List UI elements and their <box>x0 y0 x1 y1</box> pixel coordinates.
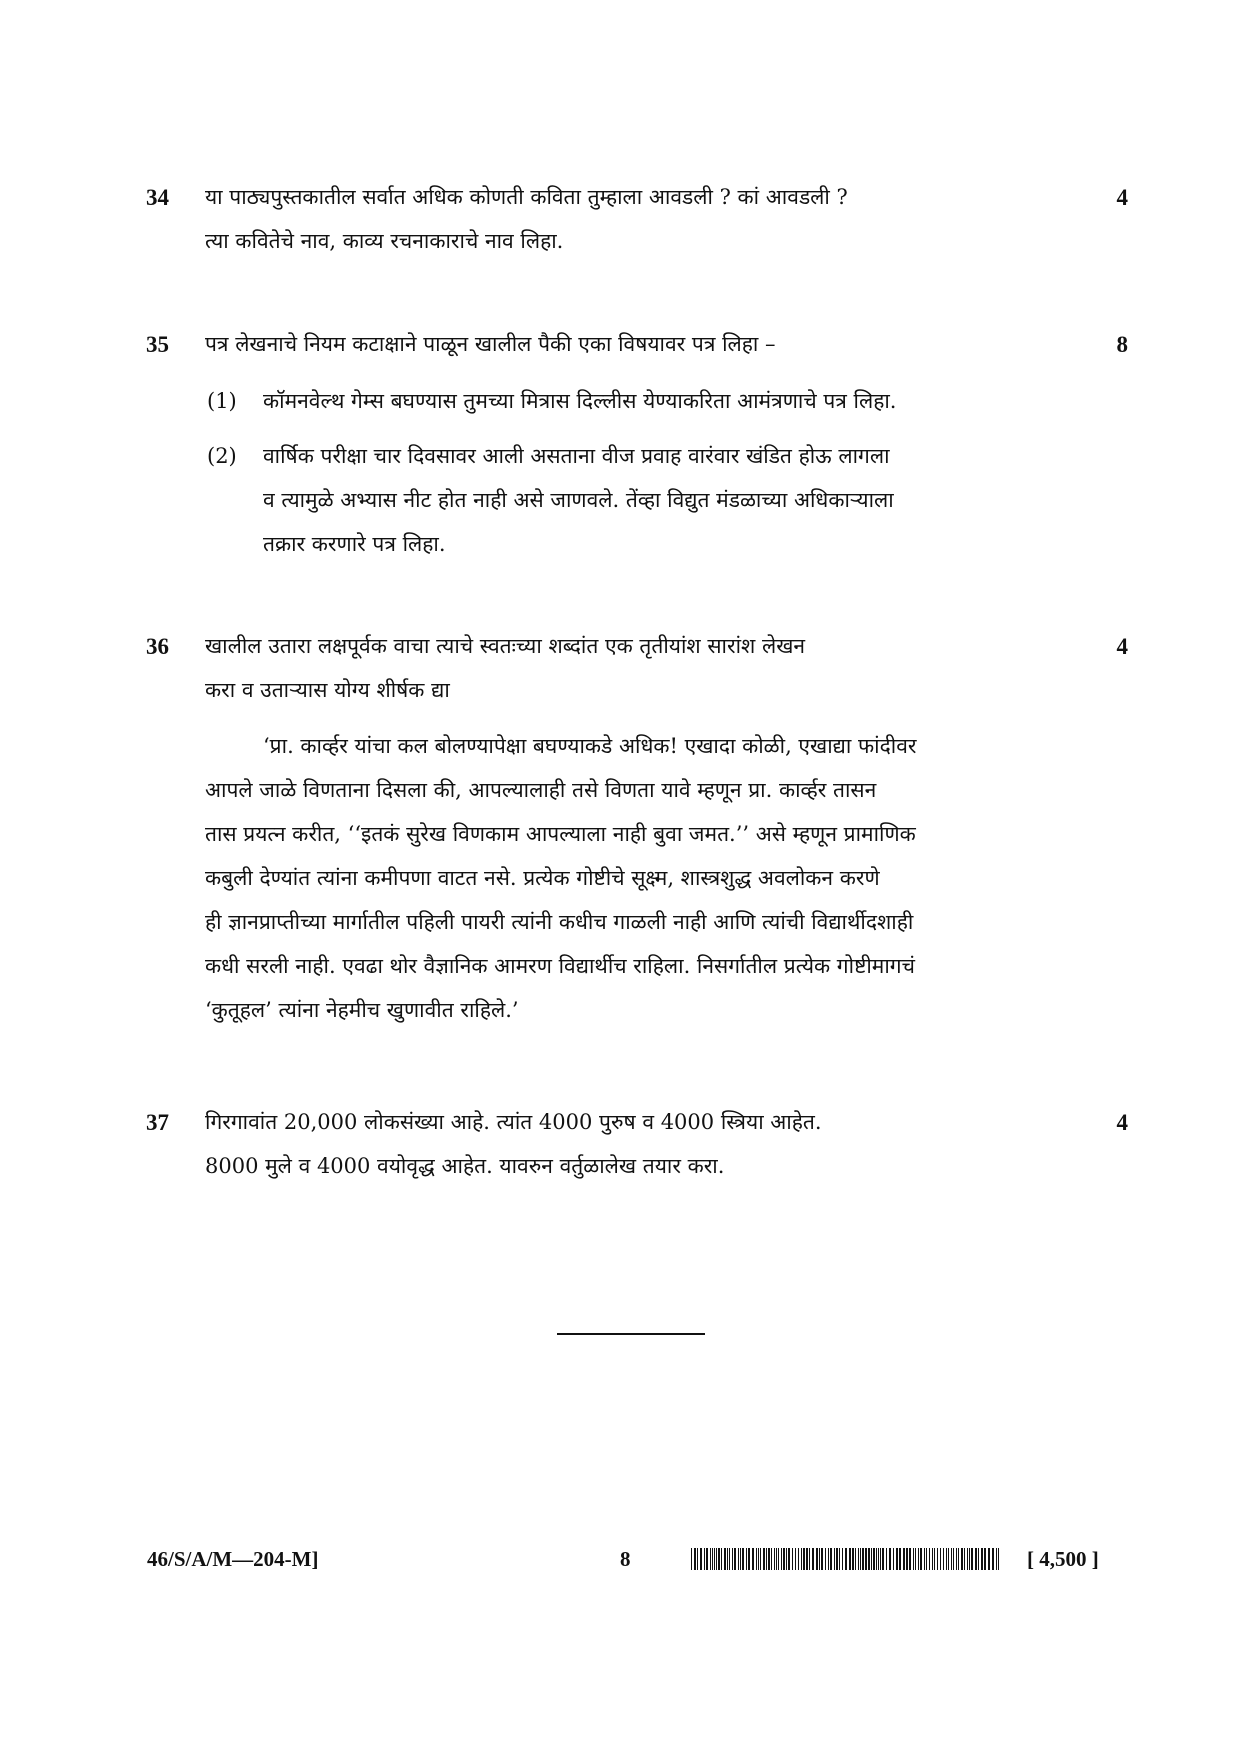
question-line: या पाठ्यपुस्तकातील सर्वात अधिक कोणती कविता तुम्हाला आवडली ? कां आवडली ? <box>205 185 848 209</box>
passage-line: तास प्रयत्न करीत, ‘‘इतकं सुरेख विणकाम आपल्याला नाही बुवा जमत.’’ असे म्हणून प्रामाणिक <box>205 822 916 846</box>
question-line: 8000 मुले व 4000 वयोवृद्ध आहेत. यावरुन वर्तुळालेख तयार करा. <box>205 1154 725 1178</box>
question-number: 37 <box>146 1110 169 1135</box>
passage <box>205 724 1062 1032</box>
question-text <box>205 624 1035 712</box>
passage-line: ही ज्ञानप्राप्तीच्या मार्गातील पहिली पायरी त्यांनी कधीच गाळली नाही आणि त्यांची विद्यार्थीदशाही <box>205 910 914 934</box>
question-number: 35 <box>146 332 169 357</box>
passage-line: कधी सरली नाही. एवढा थोर वैज्ञानिक आमरण विद्यार्थीच राहिला. निसर्गातील प्रत्येक गोष्टीमागचं <box>205 954 915 978</box>
passage-line: ‘प्रा. कार्व्हर यांचा कल बोलण्यापेक्षा बघण्याकडे अधिक! एखादा कोळी, एखाद्या फांदीवर <box>263 734 917 758</box>
option-text <box>263 379 1063 423</box>
question-marks: 4 <box>1116 185 1128 210</box>
paper-code: 46/S/A/M—204-M] <box>147 1547 319 1571</box>
question-line: करा व उताऱ्यास योग्य शीर्षक द्या <box>205 678 450 702</box>
option-line: कॉमनवेल्थ गेम्स बघण्यास तुमच्या मित्रास दिल्लीस येण्याकरिता आमंत्रणाचे पत्र लिहा. <box>263 389 897 413</box>
question-number: 36 <box>146 634 169 659</box>
option-label: (1) <box>207 389 237 413</box>
option-label: (2) <box>207 444 237 468</box>
question-number: 34 <box>146 185 169 210</box>
option-line: तक्रार करणारे पत्र लिहा. <box>263 532 446 556</box>
option-line: वार्षिक परीक्षा चार दिवसावर आली असताना वीज प्रवाह वारंवार खंडित होऊ लागला <box>263 444 890 468</box>
copies-count: [ 4,500 ] <box>1027 1547 1099 1571</box>
passage-line: कबुली देण्यांत त्यांना कमीपणा वाटत नसे. प्रत्येक गोष्टीचे सूक्ष्म, शास्त्रशुद्ध अवलोकन करणे <box>205 866 880 890</box>
question-line: पत्र लेखनाचे नियम कटाक्षाने पाळून खालील पैकी एका विषयावर पत्र लिहा – <box>205 332 776 356</box>
question-text <box>205 1100 1035 1188</box>
question-line: त्या कवितेचे नाव, काव्य रचनाकाराचे नाव लिहा. <box>205 229 564 253</box>
end-rule <box>557 1333 705 1335</box>
question-marks: 4 <box>1116 1110 1128 1135</box>
option-text <box>263 434 1063 566</box>
option-line: व त्यामुळे अभ्यास नीट होत नाही असे जाणवले. तेंव्हा विद्युत मंडळाच्या अधिकाऱ्याला <box>263 488 894 512</box>
passage-line: ‘कुतूहल’ त्यांना नेहमीच खुणावीत राहिले.’ <box>205 998 519 1022</box>
barcode <box>691 1548 1000 1570</box>
question-line: गिरगावांत 20,000 लोकसंख्या आहे. त्यांत 4000 पुरुष व 4000 स्त्रिया आहेत. <box>205 1110 822 1134</box>
question-marks: 4 <box>1116 634 1128 659</box>
passage-line: आपले जाळे विणताना दिसला की, आपल्यालाही तसे विणता यावे म्हणून प्रा. कार्व्हर तासन <box>205 778 877 802</box>
question-marks: 8 <box>1116 332 1128 357</box>
question-text <box>205 322 1035 366</box>
question-line: खालील उतारा लक्षपूर्वक वाचा त्याचे स्वतःच्या शब्दांत एक तृतीयांश सारांश लेखन <box>205 634 806 658</box>
page-number: 8 <box>620 1547 631 1571</box>
question-text <box>205 175 1035 263</box>
